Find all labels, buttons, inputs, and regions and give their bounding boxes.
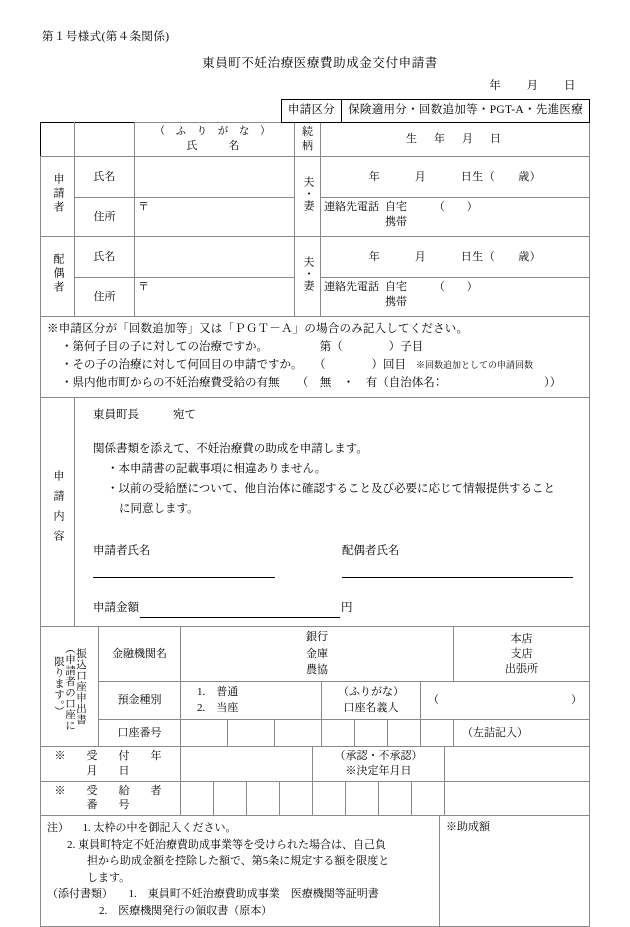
account-digit-4[interactable] — [322, 719, 355, 746]
form-code: 第１号様式(第４条関係) — [42, 31, 170, 43]
deposit-option-toza[interactable]: 2. 当座 — [197, 702, 239, 715]
spouse-address-row — [41, 278, 590, 317]
spouse-address-input[interactable] — [135, 278, 321, 317]
spouse-tel-paren: （ ） — [433, 281, 478, 294]
recipient-digit-8[interactable] — [412, 781, 445, 816]
applicant-tel-mobile-label: 携帯 — [385, 215, 407, 228]
recipient-number-label: ※ 受 給 者 番 号 — [41, 781, 181, 816]
bank-section-label: 振込口座申出書（申請者の口座に限ります。） — [41, 627, 99, 747]
spouse-address-label: 住所 — [75, 278, 135, 317]
account-digit-2[interactable] — [228, 719, 275, 746]
holder-close-paren: ） — [571, 694, 582, 707]
application-clause-2-cont: に同意します。 — [119, 502, 199, 515]
attachment-item-2: 2. 医療機関発行の領収書（原本） — [99, 904, 273, 917]
submission-date-line — [40, 77, 576, 93]
footer-note-1-num: 1. — [82, 822, 91, 835]
institution-kind-shinkin: 金庫 — [306, 647, 328, 660]
applicant-address-input[interactable] — [135, 198, 321, 237]
addressee-line — [93, 407, 579, 425]
institution-name-label: 金融機関名 — [99, 627, 181, 682]
footer-note-1 — [47, 820, 433, 837]
application-content-table — [40, 397, 590, 627]
branch-kind-cell[interactable] — [454, 627, 590, 682]
holder-open-paren: （ — [428, 694, 439, 707]
spouse-tel-home-label: 自宅 — [385, 281, 407, 294]
amount-label: 申請金額 — [93, 602, 139, 615]
amount-unit: 円 — [341, 602, 353, 615]
attachments-line-1 — [47, 886, 433, 903]
header-spacer-2 — [75, 122, 135, 157]
conditional-note-item-2[interactable] — [47, 357, 583, 375]
footer-note-2-line-1: 東員町特定不妊治療費助成事業等を受けられた場合は、自己負 — [78, 838, 386, 851]
account-number-row — [41, 719, 590, 746]
classification-strip — [40, 99, 590, 123]
account-holder-furigana-label: （ふりがな） — [338, 685, 404, 698]
recipient-digit-6[interactable] — [346, 781, 379, 816]
office-use-table — [40, 746, 590, 816]
applicant-relation-input[interactable]: 夫・妻 — [295, 157, 321, 237]
date-month-label: 月 — [526, 80, 539, 92]
signature-row — [93, 543, 579, 579]
classification-label: 申請区分 — [281, 100, 341, 123]
recipient-digit-5[interactable] — [313, 781, 346, 816]
institution-row — [41, 627, 590, 682]
applicant-group-label: 申請者 — [41, 157, 75, 237]
applicant-birthdate-input[interactable]: 年 月 日生（ 歳） — [321, 157, 590, 198]
recipient-digit-4[interactable] — [280, 781, 313, 816]
account-holder-label: 口座名義人 — [343, 702, 399, 715]
subsidy-amount-cell[interactable] — [440, 816, 590, 927]
decision-date-input[interactable] — [445, 746, 590, 781]
spouse-relation-input[interactable]: 夫・妻 — [295, 237, 321, 317]
table-row — [41, 398, 590, 627]
account-digit-1[interactable] — [181, 719, 228, 746]
applicant-address-label: 住所 — [75, 198, 135, 237]
recipient-digit-1[interactable] — [181, 781, 214, 816]
spouse-signature-line[interactable] — [342, 576, 573, 578]
recipient-number-extra[interactable] — [445, 781, 590, 816]
application-clause-1: ・本申請書の記載事項に相違ありません。 — [107, 463, 327, 476]
spouse-postal-mark: 〒 — [138, 281, 149, 294]
footer-note-2-line-2: 担から助成金額を控除した額で、第5条に規定する額を限度と — [87, 855, 390, 868]
classification-table — [281, 99, 590, 123]
conditional-note-item-3[interactable]: ・県内他市町からの不妊治療費受給の有無 （ 無 ・ 有（自治体名： ）） — [61, 376, 562, 389]
person-information-table — [40, 122, 590, 318]
birthdate-header: 生 年 月 日 — [321, 122, 590, 157]
application-content-body — [75, 398, 590, 627]
applicant-name-input[interactable] — [135, 157, 295, 198]
document-title: 東員町不妊治療医療費助成金交付申請書 — [202, 56, 438, 70]
applicant-signature-line[interactable] — [93, 576, 275, 578]
footer-note-2-num: 2. — [67, 838, 76, 851]
account-digit-7[interactable] — [421, 719, 454, 746]
applicant-name-row — [41, 157, 590, 198]
branch-kind-branch: 支店 — [510, 647, 533, 660]
furigana-header-label: （ ふ り が な ） — [154, 125, 275, 137]
addressee-name: 東員町長 — [93, 409, 139, 422]
spouse-tel-label: 連絡先電話 — [324, 281, 379, 294]
deposit-type-options[interactable] — [181, 681, 322, 719]
table-row — [281, 100, 589, 123]
attachment-item-1: 1. 東員町不妊治療費助成事業 医療機関等証明書 — [128, 888, 379, 901]
approval-status-cell[interactable] — [313, 746, 445, 781]
table-row — [41, 816, 590, 927]
receipt-date-input[interactable] — [181, 746, 313, 781]
institution-kind-nokyo: 農協 — [306, 664, 328, 677]
header-spacer — [41, 122, 75, 157]
spouse-tel-kinds — [385, 280, 478, 309]
amount-row — [93, 600, 579, 618]
footer-note-head: 注） — [47, 822, 69, 835]
branch-kind-sub-office: 出張所 — [505, 662, 538, 675]
classification-value[interactable]: 保険適用分・回数追加等・PGT-A・先進医療 — [342, 100, 590, 123]
account-digit-5[interactable] — [355, 719, 388, 746]
applicant-signature-block — [93, 543, 324, 579]
footer-notes-table — [40, 815, 590, 927]
spouse-name-row — [41, 237, 590, 278]
deposit-option-futsu[interactable]: 1. 普通 — [197, 685, 239, 698]
furigana-name-header — [135, 122, 295, 157]
bank-account-table — [40, 626, 590, 747]
spouse-signature-label: 配偶者氏名 — [342, 544, 400, 557]
attachments-head: （添付書類） — [47, 888, 113, 901]
recipient-digit-3[interactable] — [247, 781, 280, 816]
account-number-hint: （左詰記入） — [454, 719, 590, 746]
spouse-contact-cell[interactable] — [321, 278, 590, 317]
recipient-digit-2[interactable] — [214, 781, 247, 816]
deposit-type-label: 預金種別 — [99, 681, 181, 719]
spouse-tel-mobile-label: 携帯 — [385, 295, 407, 308]
addressee-suffix: 宛て — [173, 409, 196, 422]
date-year-label: 年 — [489, 80, 502, 92]
table-header-row — [41, 122, 590, 157]
account-number-label: 口座番号 — [99, 719, 181, 746]
application-lead-text: 関係書類を添えて、不妊治療費の助成を申請します。 — [93, 443, 368, 456]
conditional-note-box — [40, 317, 590, 398]
applicant-tel-home-label: 自宅 — [385, 201, 407, 214]
account-holder-label-cell — [322, 681, 421, 719]
footer-note-2 — [47, 837, 433, 854]
decision-date-label: ※決定年月日 — [345, 764, 412, 777]
spouse-name-label: 氏名 — [75, 237, 135, 278]
subsidy-amount-label: ※助成額 — [446, 821, 490, 834]
approval-options: （承認・不承認） — [334, 749, 423, 762]
amount-input[interactable] — [140, 605, 340, 618]
deposit-type-row — [41, 681, 590, 719]
institution-kind-bank: 銀行 — [306, 631, 328, 644]
recipient-number-row — [41, 781, 590, 816]
applicant-postal-mark: 〒 — [138, 201, 149, 214]
conditional-note-item-2-text: ・その子の治療に対して何回目の申請ですか。 （ ）回目 — [61, 358, 406, 371]
name-header-label: 氏 名 — [186, 140, 243, 153]
conditional-note-lead: ※申請区分が「回数追加等」又は「ＰＧＴ－Ａ」の場合のみ記入してください。 — [47, 323, 469, 336]
applicant-signature-label: 申請者氏名 — [93, 544, 151, 557]
date-day-label: 日 — [564, 80, 576, 92]
account-digit-6[interactable] — [388, 719, 421, 746]
conditional-note-item-2-annotation: ※回数追加としての申請回数 — [416, 359, 534, 370]
application-clause-2: ・以前の受給歴について、他自治体に確認すること及び必要に応じて情報提供すること — [107, 482, 556, 495]
conditional-note-item-1[interactable]: ・第何子目の子に対しての治療ですか。 第（ ）子目 — [61, 341, 424, 354]
branch-kind-head-office: 本店 — [510, 632, 533, 645]
spouse-name-input[interactable] — [135, 237, 295, 278]
spouse-group-label: 配偶者 — [41, 237, 75, 317]
applicant-name-label: 氏名 — [75, 157, 135, 198]
institution-name-input[interactable] — [181, 627, 454, 682]
recipient-digit-7[interactable] — [379, 781, 412, 816]
footer-note-1-text: 太枠の中を御記入ください。 — [93, 822, 237, 835]
footer-note-2-line-3: します。 — [87, 871, 131, 884]
footer-notes-cell — [41, 816, 440, 927]
receipt-date-row — [41, 746, 590, 781]
applicant-contact-cell[interactable] — [321, 198, 590, 237]
account-digit-3[interactable] — [275, 719, 322, 746]
receipt-date-label: ※ 受 付 年 月 日 — [41, 746, 181, 781]
applicant-address-row — [41, 198, 590, 237]
spouse-signature-block — [324, 543, 573, 579]
relation-header: 続柄 — [295, 122, 321, 157]
application-content-label: 申請内容 — [41, 398, 75, 627]
applicant-tel-paren: （ ） — [433, 201, 478, 214]
applicant-tel-label: 連絡先電話 — [324, 201, 379, 214]
spouse-birthdate-input[interactable]: 年 月 日生（ 歳） — [321, 237, 590, 278]
applicant-tel-kinds — [385, 200, 478, 229]
account-holder-input[interactable] — [421, 681, 590, 719]
